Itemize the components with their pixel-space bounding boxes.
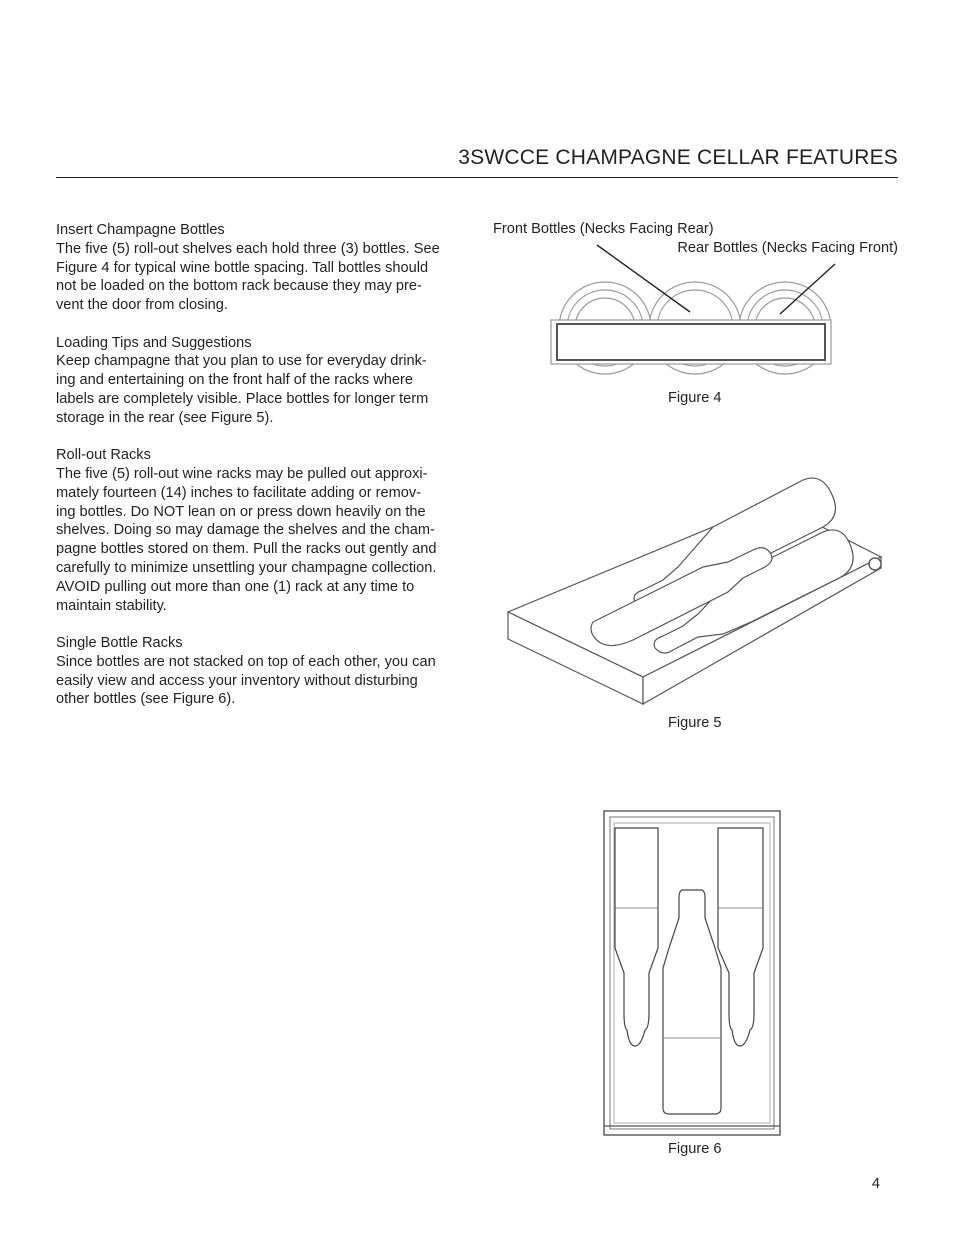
- section-heading: Loading Tips and Suggestions: [56, 334, 252, 351]
- figure-4-illustration: [545, 240, 845, 385]
- section-single-bottle-racks: [56, 634, 466, 709]
- paragraph-line: vent the door from closing.: [56, 297, 228, 314]
- section-loading-tips: [56, 334, 466, 428]
- section-paragraph: [56, 653, 466, 709]
- paragraph-line: other bottles (see Figure 6).: [56, 691, 236, 708]
- section-paragraph: [56, 465, 466, 615]
- figure-6-illustration: [603, 808, 781, 1138]
- section-heading: Single Bottle Racks: [56, 634, 183, 651]
- paragraph-line: mately fourteen (14) inches to facilitate adding or remov-: [56, 484, 422, 501]
- section-paragraph: [56, 352, 466, 427]
- section-heading: Insert Champagne Bottles: [56, 222, 225, 238]
- paragraph-line: carefully to minimize unsettling your champagne collection.: [56, 559, 437, 576]
- paragraph-line: labels are completely visible. Place bottles for longer term: [56, 390, 429, 407]
- figure-4-caption: Figure 4: [668, 390, 722, 406]
- section-heading: Roll-out Racks: [56, 447, 151, 464]
- paragraph-line: AVOID pulling out more than one (1) rack at any time to: [56, 578, 415, 595]
- section-insert-champagne-bottles: [56, 221, 466, 315]
- page-number: 4: [871, 1176, 880, 1192]
- paragraph-line: Keep champagne that you plan to use for everyday drink-: [56, 353, 427, 370]
- callout-front-bottles: Front Bottles (Necks Facing Rear): [493, 221, 714, 237]
- paragraph-line: pagne bottles stored on them. Pull the racks out gently and: [56, 541, 437, 558]
- paragraph-line: Figure 4 for typical wine bottle spacing. Tall bottles should: [56, 259, 429, 276]
- paragraph-line: The five (5) roll-out shelves each hold three (3) bottles. See: [56, 240, 440, 257]
- figure-5-illustration: [503, 472, 885, 714]
- paragraph-line: ing and entertaining on the front half of the racks where: [56, 372, 413, 389]
- section-roll-out-racks: [56, 446, 466, 615]
- paragraph-line: not be loaded on the bottom rack because they may pre-: [56, 278, 422, 295]
- paragraph-line: storage in the rear (see Figure 5).: [56, 409, 274, 426]
- paragraph-line: The five (5) roll-out wine racks may be pulled out approxi-: [56, 465, 428, 482]
- page-title: 3SWCCE CHAMPAGNE CELLAR FEATURES: [458, 146, 898, 169]
- figure-6-caption: Figure 6: [668, 1141, 722, 1157]
- title-divider: [56, 177, 898, 178]
- paragraph-line: maintain stability.: [56, 597, 167, 614]
- paragraph-line: shelves. Doing so may damage the shelves and the cham-: [56, 522, 435, 539]
- paragraph-line: Since bottles are not stacked on top of each other, you can: [56, 653, 436, 670]
- callout-rear-bottles: Rear Bottles (Necks Facing Front): [677, 240, 898, 256]
- paragraph-line: ing bottles. Do NOT lean on or press down heavily on the: [56, 503, 426, 520]
- paragraph-line: easily view and access your inventory without disturbing: [56, 672, 418, 689]
- body-text-column: [56, 221, 466, 728]
- section-paragraph: [56, 240, 466, 315]
- figure-5-caption: Figure 5: [668, 715, 722, 731]
